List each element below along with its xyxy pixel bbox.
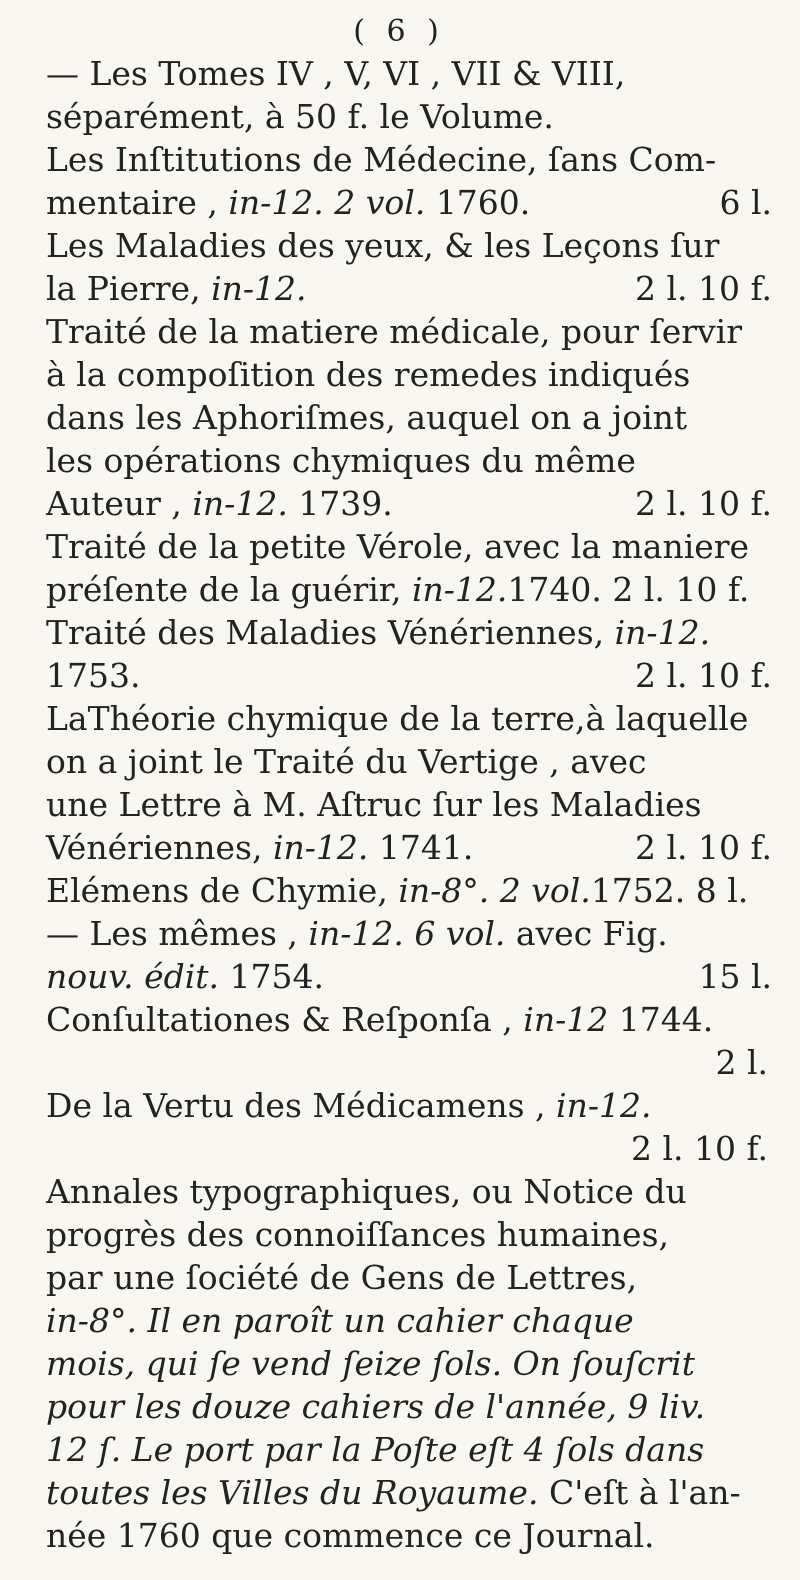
price: 15 l. — [698, 957, 772, 996]
entry-text: C'eſt à l'an- — [538, 1473, 741, 1512]
entry-text: Conſultationes & Reſponſa , — [46, 1000, 524, 1039]
entry-line: LaThéorie chymique de la terre,à laquelle — [46, 699, 749, 738]
catalog-entry — [46, 224, 772, 310]
catalog-entry — [46, 1084, 772, 1170]
entry-line — [46, 955, 772, 998]
year-text: 1744. — [608, 1000, 714, 1039]
year-text: 1754. — [219, 957, 325, 996]
page-number: ( 6 ) — [353, 14, 445, 49]
entry-text: Traité des Maladies Vénériennes, — [46, 613, 615, 652]
format-text: in-12. 6 vol. — [308, 914, 506, 953]
year-text: 1760. — [435, 183, 531, 222]
format-text: in-12. — [556, 1086, 652, 1125]
entry-line: dans les Aphoriſmes, auquel on a joint — [46, 398, 688, 437]
catalog-entry — [46, 1170, 772, 1557]
entry-line — [46, 267, 772, 310]
entry-line: Traité de la petite Vérole, avec la maniere — [46, 527, 750, 566]
entry-line — [46, 1084, 772, 1127]
edition-text: nouv. édit. — [46, 957, 220, 996]
entry-text: la Pierre, — [46, 269, 212, 308]
entry-line: séparément, à 50 f. le Volume. — [46, 97, 554, 136]
entry-line: pour les douze cahiers de l'année, 9 liv. — [46, 1387, 706, 1426]
price: 6 l. — [719, 183, 772, 222]
entry-line: Les Maladies des yeux, & les Leçons ſur — [46, 226, 720, 265]
entry-line — [46, 826, 772, 869]
format-text: in-12. 2 vol. — [228, 183, 436, 222]
entry-line: — Les Tomes IV , V, VI , VII & VIII, — [46, 54, 626, 93]
catalog-entry — [46, 611, 772, 697]
format-text: in-12. — [192, 484, 299, 523]
entry-line — [46, 1299, 772, 1342]
entry-text: Il en paroît un cahier chaque — [147, 1301, 634, 1340]
entry-line — [46, 654, 772, 697]
catalog-entry — [46, 138, 772, 224]
entry-line: à la compoſition des remedes indiqués — [46, 355, 691, 394]
format-text: in-12. — [211, 269, 307, 308]
year-text: 1739. — [298, 484, 393, 523]
price: 2 l. 10 f. — [634, 484, 772, 523]
year-text: 1741. — [368, 828, 474, 867]
entry-line: les opérations chymiques du même — [46, 441, 636, 480]
entry-line — [46, 611, 772, 654]
entry-text: Auteur , — [46, 484, 193, 523]
entry-line — [46, 912, 772, 955]
format-text: in-12. — [614, 613, 711, 652]
catalog-entry — [46, 912, 772, 998]
entry-text: De la Vertu des Médicamens , — [46, 1086, 557, 1125]
entry-line — [46, 482, 772, 525]
entry-line — [46, 568, 772, 611]
entry-line: mois, qui ſe vend ſeize ſols. On ſouſcrit — [46, 1344, 695, 1383]
entry-text: préſente de la guérir, — [46, 570, 412, 609]
catalog-entry — [46, 525, 772, 611]
year-price-text: 1740. 2 l. 10 f. — [507, 570, 750, 609]
price: 2 l. 10 f. — [634, 269, 772, 308]
format-text: in-12. — [411, 570, 508, 609]
format-text: in-8°. — [46, 1301, 148, 1340]
format-text: in-12 — [523, 1000, 609, 1039]
price: 2 l. 10 f. — [630, 1129, 768, 1168]
entry-line: on a joint le Traité du Vertige , avec — [46, 742, 647, 781]
entry-line — [46, 1471, 772, 1514]
entry-line: 12 ſ. Le port par la Poſte eſt 4 ſols dans — [46, 1430, 705, 1469]
entry-line: née 1760 que commence ce Journal. — [46, 1516, 655, 1555]
entry-text: mentaire , — [46, 183, 229, 222]
catalog-entry — [46, 869, 772, 912]
price: 2 l. 10 f. — [634, 656, 772, 695]
entry-line: Les Inſtitutions de Médecine, ſans Com- — [46, 140, 717, 179]
entry-line — [46, 869, 772, 912]
catalog-entry — [46, 998, 772, 1084]
entry-line — [46, 998, 772, 1041]
entry-line: par une ſociété de Gens de Lettres, — [46, 1258, 638, 1297]
catalog-entry — [46, 310, 772, 525]
entry-line: progrès des connoiſſances humaines, — [46, 1215, 670, 1254]
entry-line: Traité de la matiere médicale, pour ſervir — [46, 312, 742, 351]
year-price-text: 1752. 8 l. — [590, 871, 749, 910]
entry-text: Elémens de Chymie, — [46, 871, 399, 910]
entry-line: Annales typographiques, ou Notice du — [46, 1172, 687, 1211]
catalog-entry — [46, 697, 772, 869]
entry-text: Vénériennes, — [46, 828, 273, 867]
entry-text: avec Fig. — [505, 914, 668, 953]
year-text: 1753. — [46, 656, 141, 695]
price: 2 l. — [715, 1043, 768, 1082]
catalog-entry — [46, 52, 772, 138]
entry-line — [46, 181, 772, 224]
format-text: in-12. — [272, 828, 369, 867]
entry-text: — Les mêmes , — [46, 914, 309, 953]
entry-text: toutes les Villes du Royaume. — [46, 1473, 539, 1512]
price: 2 l. 10 f. — [634, 828, 772, 867]
entry-line: une Lettre à M. Aſtruc ſur les Maladies — [46, 785, 702, 824]
format-text: in-8°. 2 vol. — [398, 871, 591, 910]
